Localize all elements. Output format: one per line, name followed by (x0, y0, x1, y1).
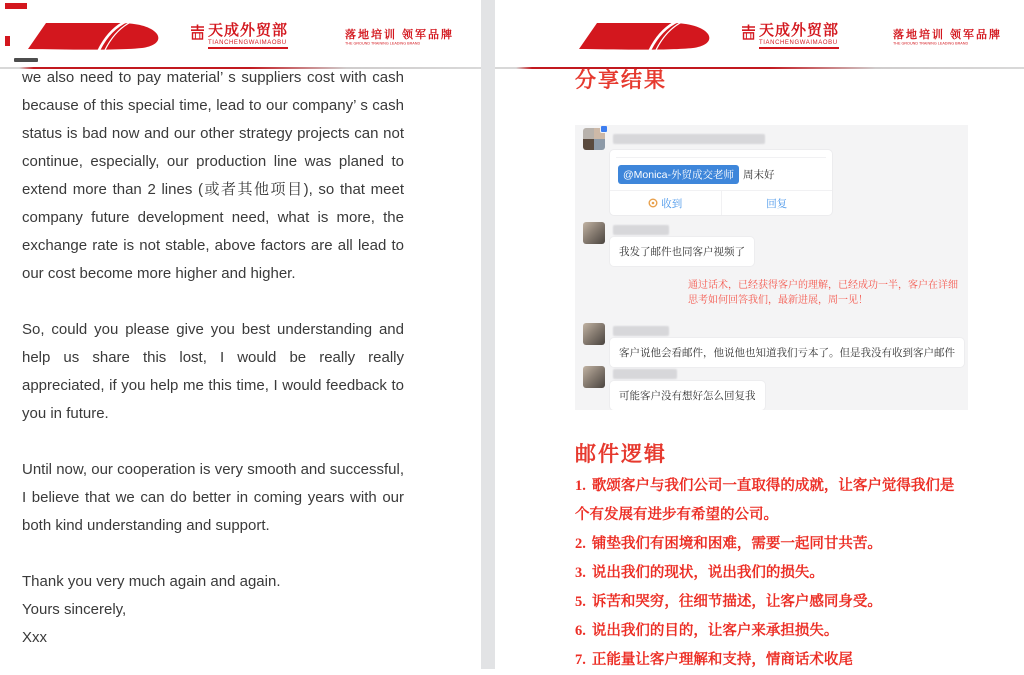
share-results-title: 分享结果 (575, 68, 667, 92)
header-swoosh-graphic (24, 22, 164, 50)
seal-logo-icon (741, 24, 756, 40)
logic-item: 7. 正能量让客户理解和支持，情商话术收尾 (575, 652, 853, 668)
cropped-text-fragment (14, 58, 38, 62)
user-avatar (583, 366, 605, 388)
document-page-left (0, 0, 481, 669)
letter-paragraph: we also need to pay material’ s suppliers cost with cash because of this special time, lead to our company’ s cash status is bad now and our other strategy projects can not continue, especially, our production line was planed to extend more than 2 lines (或者其他项目), so that meet company future development need, what is more, the exchange rate is not stable, above factors are all lead to our cost become more higher and higher. (22, 69, 404, 282)
page-gap (481, 0, 495, 669)
annotation-note: 通过话术，已经获得客户的理解，已经成功一半，客户在详细思考如何回答我们，最新进展，周一见！ (688, 280, 958, 306)
letter-closing (22, 568, 404, 652)
mention-message: 周末好 (743, 169, 775, 181)
page-header (0, 20, 481, 50)
header-tagline-en: THE GROUND TRAINING LEADING BRAND (893, 42, 969, 46)
group-badge-icon (600, 125, 608, 133)
letter-paragraph: Until now, our cooperation is very smooth and successful, I believe that we can do better in coming years with our both kind understanding and support. (22, 461, 404, 534)
ok-hand-icon (648, 198, 658, 208)
card-divider (616, 150, 826, 158)
email-logic-list (575, 472, 959, 675)
chat-message: 可能客户没有想好怎么回复我 (610, 381, 765, 410)
closing-line: Yours sincerely, (22, 601, 127, 618)
blurred-username (613, 369, 677, 379)
seal-logo-icon (190, 24, 205, 40)
brand-name-pinyin: TIANCHENGWAIMAOBU (759, 40, 839, 49)
mention-tag: @Monica-外贸成交老师 (618, 165, 739, 184)
corner-mark (5, 3, 27, 9)
logic-item: 3. 说出我们的现状，说出我们的损失。 (575, 565, 824, 581)
logic-item: 5. 诉苦和哭穷，往细节描述，让客户感同身受。 (575, 594, 882, 610)
brand-name: 天成外贸部 (208, 23, 289, 39)
logic-item: 6. 说出我们的目的，让客户来承担损失。 (575, 623, 839, 639)
user-avatar (583, 222, 605, 244)
document-page-right (495, 0, 1024, 669)
reply-button[interactable]: 回复 (721, 191, 833, 215)
brand-name-pinyin: TIANCHENGWAIMAOBU (208, 40, 288, 49)
received-button[interactable]: 收到 (610, 191, 721, 215)
letter-body (22, 64, 404, 652)
logic-item: 1. 歌颂客户与我们公司一直取得的成就，让客户觉得我们是个有发展有进步有希望的公司。 (575, 478, 955, 523)
header-tagline-en: THE GROUND TRAINING LEADING BRAND (345, 42, 421, 46)
chat-message: 我发了邮件也同客户视频了 (610, 237, 754, 266)
closing-line: Thank you very much again and again. (22, 573, 281, 590)
signature: Xxx (22, 629, 48, 646)
brand-name: 天成外贸部 (759, 23, 840, 39)
letter-paragraph: So, could you please give you best understanding and help us share this lost, I would be really really appreciated, if you help me this time, I would feedback to you in future. (22, 321, 404, 422)
header-tagline: 落地培训 领军品牌 (345, 29, 455, 41)
header-tagline: 落地培训 领军品牌 (893, 29, 1003, 41)
chat-message: 客户说他会看邮件，他说他也知道我们亏本了。但是我没有收到客户邮件 (610, 338, 964, 367)
user-avatar (583, 323, 605, 345)
chat-screenshot (575, 125, 968, 410)
blurred-username (613, 225, 669, 235)
blurred-username (613, 326, 669, 336)
mention-card (610, 150, 832, 215)
blurred-group-name (613, 134, 765, 144)
email-logic-title: 邮件逻辑 (575, 442, 667, 466)
group-avatar (583, 128, 605, 150)
logic-item: 2. 铺垫我们有困境和困难，需要一起同甘共苦。 (575, 536, 882, 552)
page-header (495, 20, 1024, 50)
header-swoosh-graphic (575, 22, 715, 50)
